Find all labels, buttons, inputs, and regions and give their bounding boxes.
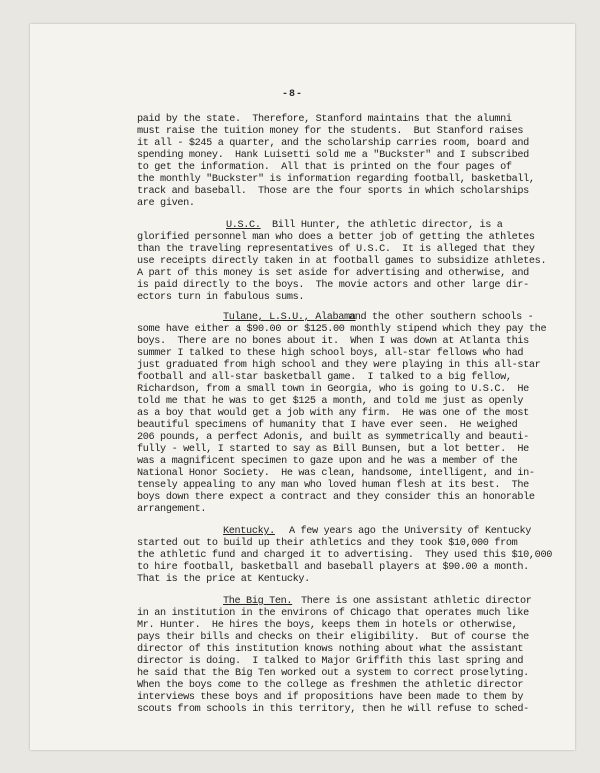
text-line: as a boy that would get a job with any firm. He was one of the most — [137, 408, 529, 419]
text-line: in an institution in the environs of Chicago that operates much like — [137, 608, 529, 619]
text-line: to get the information. All that is printed on the four pages of — [137, 162, 512, 173]
text-line: glorified personnel man who does a better job of getting the athletes — [137, 232, 535, 243]
text-line: pays their bills and checks on their eligibility. But of course the — [137, 632, 529, 643]
text-line: track and baseball. Those are the four sports in which scholarships — [137, 186, 529, 197]
text-line: paid by the state. Therefore, Stanford maintains that the alumni — [137, 114, 512, 125]
text-line: the athletic fund and charged it to advertising. They used this $10,000 — [137, 550, 552, 561]
text-line: Bill Hunter, the athletic director, is a — [272, 220, 503, 231]
text-line: started out to build up their athletics and they took $10,000 from — [137, 538, 518, 549]
text-line: football and all-star basketball game. I talked to a big fellow, — [137, 372, 512, 383]
text-line: boys. There are no bones about it. When I was down at Atlanta this — [137, 336, 529, 347]
section-heading: The Big Ten. — [223, 596, 293, 607]
text-line: it all - $245 a quarter, and the scholarship carries room, board and — [137, 138, 529, 149]
text-line: told me that he was to get $125 a month, and told me just as openly — [137, 396, 524, 407]
text-line: A few years ago the University of Kentucky — [289, 526, 532, 537]
page-number: -8- — [282, 89, 304, 100]
text-line: are given. — [137, 198, 195, 209]
text-line: was a magnificent specimen to gaze upon and he was a member of the — [137, 456, 518, 467]
text-line: 206 pounds, a perfect Adonis, and built as symmetrically and beauti- — [137, 432, 529, 443]
text-line: spending money. Hank Luisetti sold me a "Buckster" and I subscribed — [137, 150, 529, 161]
text-line: There is one assistant athletic director — [301, 596, 532, 607]
text-line: just graduated from high school and they were playing in this all-star — [137, 360, 541, 371]
text-line: is paid directly to the boys. The movie actors and other large dir- — [137, 280, 529, 291]
text-line: director of this institution knows nothing about what the assistant — [137, 644, 524, 655]
text-line: and the other southern schools - — [349, 312, 534, 323]
text-line: scouts from schools in this territory, then he will refuse to sched- — [137, 704, 529, 715]
text-line: fully - well, I started to say as Bill Bunsen, but a lot better. He — [137, 444, 529, 455]
text-line: National Honor Society. He was clean, handsome, intelligent, and in- — [137, 468, 535, 479]
text-line: boys down there expect a contract and they consider this an honorable — [137, 492, 535, 503]
text-line: he said that the Big Ten worked out a system to correct proselyting. — [137, 668, 529, 679]
text-line: Richardson, from a small town in Georgia, who is going to U.S.C. He — [137, 384, 529, 395]
text-line: That is the price at Kentucky. — [137, 574, 310, 585]
text-line: must raise the tuition money for the students. But Stanford raises — [137, 126, 524, 137]
text-line: the monthly "Buckster" is information regarding football, basketball, — [137, 174, 535, 185]
text-line: Mr. Hunter. He hires the boys, keeps them in hotels or otherwise, — [137, 620, 518, 631]
text-line: arrangement. — [137, 504, 207, 515]
text-line: interviews these boys and if propositions have been made to them by — [137, 692, 524, 703]
section-heading: Kentucky. — [223, 526, 275, 537]
text-line: When the boys come to the college as freshmen the athletic director — [137, 680, 524, 691]
text-line: beautiful specimens of humanity that I have ever seen. He weighed — [137, 420, 518, 431]
text-line: than the traveling representatives of U.S.C. It is alleged that they — [137, 244, 535, 255]
text-line: director is doing. I talked to Major Griffith this last spring and — [137, 656, 524, 667]
text-line: ectors turn in fabulous sums. — [137, 292, 305, 303]
text-line: to hire football, basketball and baseball players at $90.00 a month. — [137, 562, 529, 573]
section-heading: Tulane, L.S.U., Alabama — [223, 312, 356, 323]
text-line: tensely appealing to any man who loved human flesh at its best. The — [137, 480, 529, 491]
text-line: use receipts directly taken in at football games to subsidize athletes. — [137, 256, 547, 267]
text-line: some have either a $90.00 or $125.00 monthly stipend which they pay the — [137, 324, 547, 335]
section-heading: U.S.C. — [226, 220, 261, 231]
text-line: summer I talked to these high school boys, all-star fellows who had — [137, 348, 524, 359]
text-line: A part of this money is set aside for advertising and otherwise, and — [137, 268, 529, 279]
